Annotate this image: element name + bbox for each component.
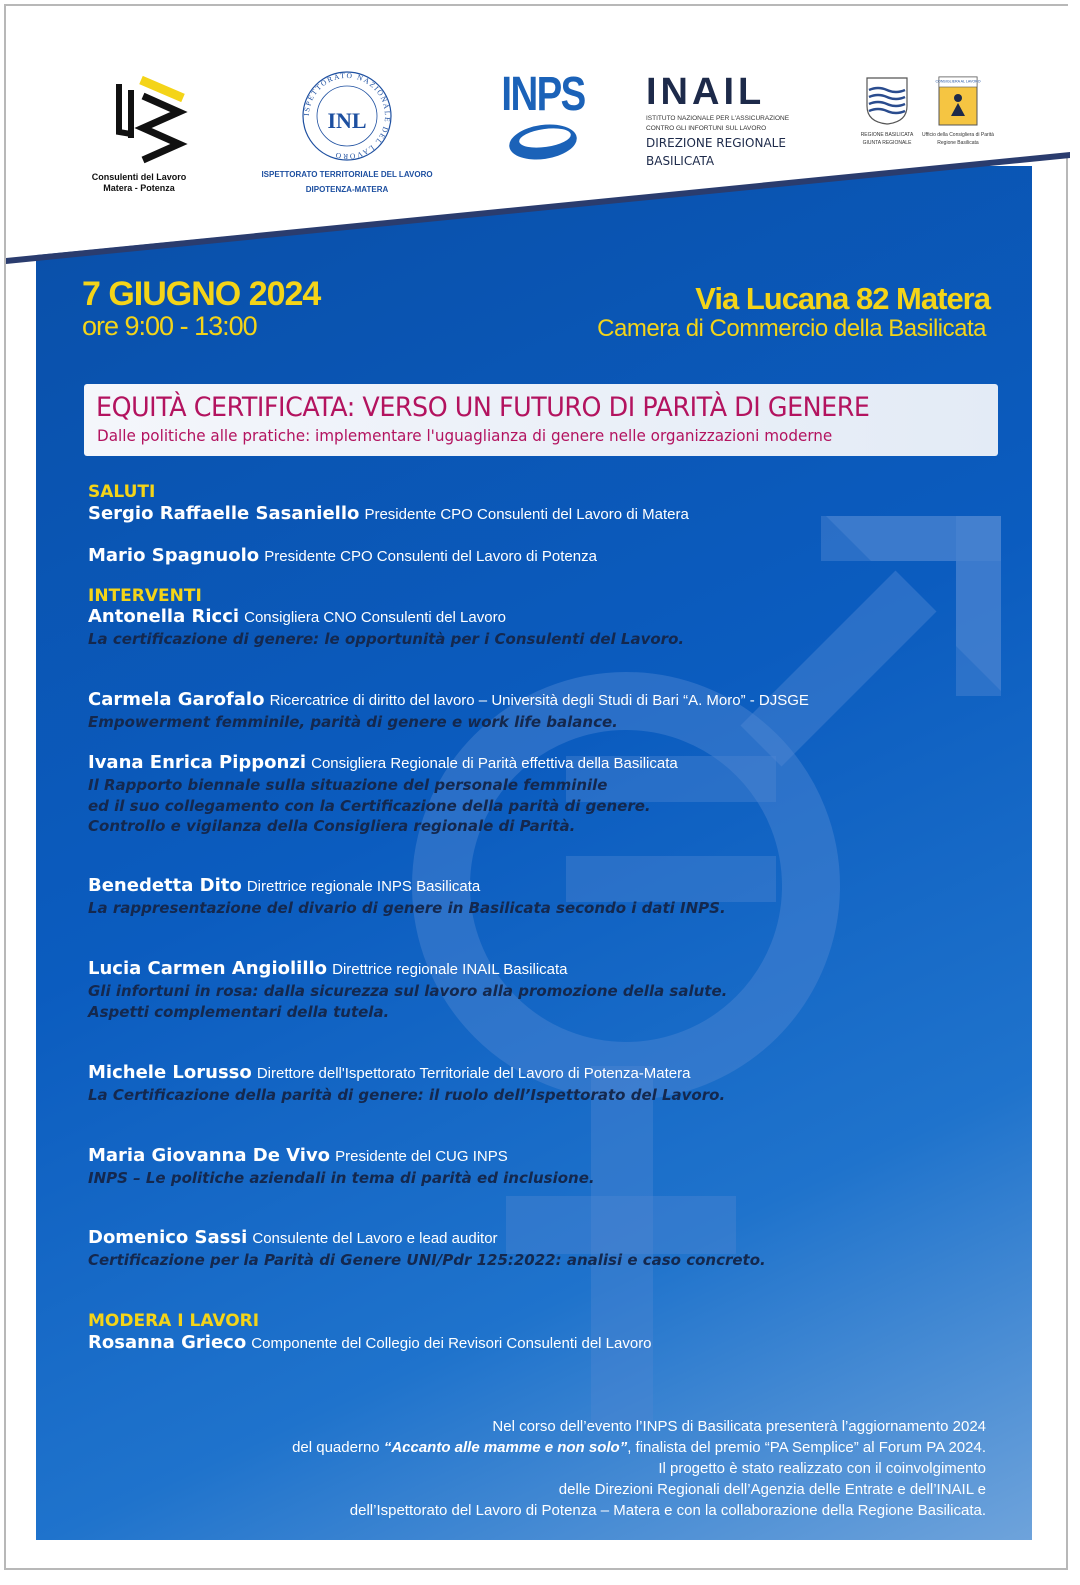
talk-title: Gli infortuni in rosa: dalla sicurezza sul lavoro alla promozione della salute.	[88, 982, 728, 1000]
speaker-role: Direttrice regionale INPS Basilicata	[246, 878, 481, 895]
speaker-row	[88, 875, 1008, 919]
cdl-caption-2: Matera - Potenza	[103, 183, 175, 193]
itl-logo	[254, 68, 440, 194]
speaker-row	[88, 1062, 1008, 1106]
inps-swoosh-icon	[503, 120, 583, 164]
speaker-row	[88, 958, 1008, 1022]
speaker-role: Presidente CPO Consulenti del Lavoro di Potenza	[264, 548, 597, 565]
talk-title: La rappresentazione del divario di genere in Basilicata secondo i dati INPS.	[88, 899, 726, 917]
consigliera-logo	[920, 76, 996, 146]
footer-line: dell’Ispettorato del Lavoro di Potenza – Matera e con la collaborazione della Regione Basilicata.	[349, 1502, 986, 1519]
footer-text: del quaderno	[292, 1439, 384, 1456]
event-place: Camera di Commercio della Basilicata	[597, 315, 986, 342]
inail-dir-1: DIREZIONE REGIONALE	[646, 136, 786, 150]
consigliera-badge-icon	[935, 76, 981, 126]
speaker-row	[88, 503, 1008, 526]
footer-line: delle Direzioni Regionali dell’Agenzia delle Entrate e dell’INAIL e	[558, 1481, 986, 1498]
logo-bar	[6, 6, 1070, 246]
speaker-row	[88, 752, 1008, 837]
consigliera-caption-2: Regione Basilicata	[937, 140, 979, 146]
cdl-mark-icon	[91, 72, 187, 168]
moderator-row	[88, 1332, 1008, 1355]
talk-title: Certificazione per la Parità di Genere UNI/Pdr 125:2022: analisi e caso concreto.	[88, 1251, 766, 1269]
regione-caption-1: REGIONE BASILICATA	[860, 132, 914, 138]
section-saluti: SALUTI	[88, 482, 156, 502]
itl-caption-1: ISPETTORATO TERRITORIALE DEL LAVORO	[261, 170, 433, 179]
inail-dir-2: BASILICATA	[646, 154, 715, 168]
speaker-name: Carmela Garofalo	[88, 689, 265, 710]
itl-seal-text: ISPETTORATO NAZIONALE DEL LAVORO	[301, 70, 393, 162]
event-address: Via Lucana 82 Matera	[695, 281, 990, 316]
event-date: 7 GIUGNO 2024	[82, 275, 321, 313]
speaker-role: Consigliera CNO Consulenti del Lavoro	[244, 609, 506, 626]
regione-logo	[858, 76, 916, 146]
footer-line: Nel corso dell’evento l’INPS di Basilicata presenterà l’aggiornamento 2024	[492, 1418, 986, 1435]
speaker-name: Lucia Carmen Angiolillo	[88, 958, 328, 979]
speaker-name: Benedetta Dito	[88, 875, 242, 896]
talk-title: La certificazione di genere: le opportunità per i Consulenti del Lavoro.	[88, 630, 685, 648]
footer-quaderno-title: “Accanto alle mamme e non solo”	[383, 1439, 628, 1456]
speaker-name: Sergio Raffaelle Sasaniello	[88, 503, 360, 524]
speaker-row	[88, 545, 1008, 568]
footer-text: , finalista del premio “PA Semplice” al Forum PA 2024.	[627, 1439, 986, 1456]
speaker-name: Michele Lorusso	[88, 1062, 252, 1083]
speaker-role: Presidente CPO Consulenti del Lavoro di Matera	[364, 506, 689, 523]
speaker-role: Direttore dell'Ispettorato Territoriale del Lavoro di Potenza-Matera	[256, 1065, 691, 1082]
talk-title: Controllo e vigilanza della Consigliera regionale di Parità.	[88, 817, 576, 835]
speaker-role: Consulente del Lavoro e lead auditor	[252, 1230, 498, 1247]
speaker-name: Domenico Sassi	[88, 1227, 248, 1248]
poster-frame	[4, 4, 1068, 1570]
event-subtitle: Dalle politiche alle pratiche: implementare l'uguaglianza di genere nelle organizzazioni moderne	[97, 426, 833, 445]
regione-shield-icon	[865, 76, 909, 126]
speaker-name: Mario Spagnuolo	[88, 545, 260, 566]
moderator-name: Rosanna Grieco	[88, 1332, 247, 1353]
inps-wordmark: INPS	[501, 68, 585, 121]
talk-title: Empowerment femminile, parità di genere e work life balance.	[88, 713, 618, 731]
talk-title: Il Rapporto biennale sulla situazione del personale femminile	[88, 776, 608, 794]
speaker-role: Ricercatrice di diritto del lavoro – Università degli Studi di Bari “A. Moro” - DJSGE	[269, 692, 809, 709]
inail-small-1: ISTITUTO NAZIONALE PER L'ASSICURAZIONE	[646, 115, 790, 122]
footer-note	[292, 1416, 986, 1521]
speaker-row	[88, 1145, 1008, 1189]
regione-caption-2: GIUNTA REGIONALE	[862, 140, 912, 146]
inl-seal-icon	[292, 68, 402, 164]
footer-line: Il progetto è stato realizzato con il coinvolgimento	[658, 1460, 986, 1477]
inps-logo	[488, 70, 598, 168]
consigliera-badge-text: CONSIGLIERA AL LAVORO	[935, 79, 981, 84]
event-title: EQUITÀ CERTIFICATA: VERSO UN FUTURO DI PARITÀ DI GENERE	[96, 392, 870, 423]
section-interventi: INTERVENTI	[88, 586, 202, 606]
inail-logo	[646, 72, 806, 168]
cdl-caption-1: Consulenti del Lavoro	[91, 172, 187, 182]
speaker-role: Consigliera Regionale di Parità effettiva della Basilicata	[311, 755, 678, 772]
talk-title: INPS – Le politiche aziendali in tema di parità ed inclusione.	[88, 1169, 595, 1187]
speaker-row	[88, 606, 1008, 650]
section-modera: MODERA I LAVORI	[88, 1311, 260, 1331]
talk-title: ed il suo collegamento con la Certificazione della parità di genere.	[88, 796, 651, 815]
inail-small-2: CONTRO GLI INFORTUNI SUL LAVORO	[646, 125, 767, 132]
talk-title: La Certificazione della parità di genere: il ruolo dell’Ispettorato del Lavoro.	[88, 1086, 726, 1104]
talk-title: Aspetti complementari della tutela.	[88, 1002, 390, 1021]
speaker-row	[88, 1227, 1008, 1271]
itl-caption-2: DIPOTENZA-MATERA	[305, 185, 389, 194]
moderator-role: Componente del Collegio dei Revisori Consulenti del Lavoro	[251, 1335, 652, 1352]
footer-line	[292, 1437, 986, 1458]
speaker-role: Presidente del CUG INPS	[335, 1148, 508, 1165]
speaker-role: Direttrice regionale INAIL Basilicata	[332, 961, 568, 978]
event-time: ore 9:00 - 13:00	[82, 311, 257, 341]
inail-wordmark: INAIL	[646, 71, 766, 113]
speaker-name: Maria Giovanna De Vivo	[88, 1145, 331, 1166]
consigliera-caption-1: Ufficio della Consigliera di Parità	[922, 132, 994, 138]
cdl-logo	[74, 72, 204, 194]
speaker-name: Antonella Ricci	[88, 606, 240, 627]
speaker-name: Ivana Enrica Pipponzi	[88, 752, 307, 773]
itl-monogram: INL	[327, 108, 367, 133]
speaker-row	[88, 689, 1008, 733]
